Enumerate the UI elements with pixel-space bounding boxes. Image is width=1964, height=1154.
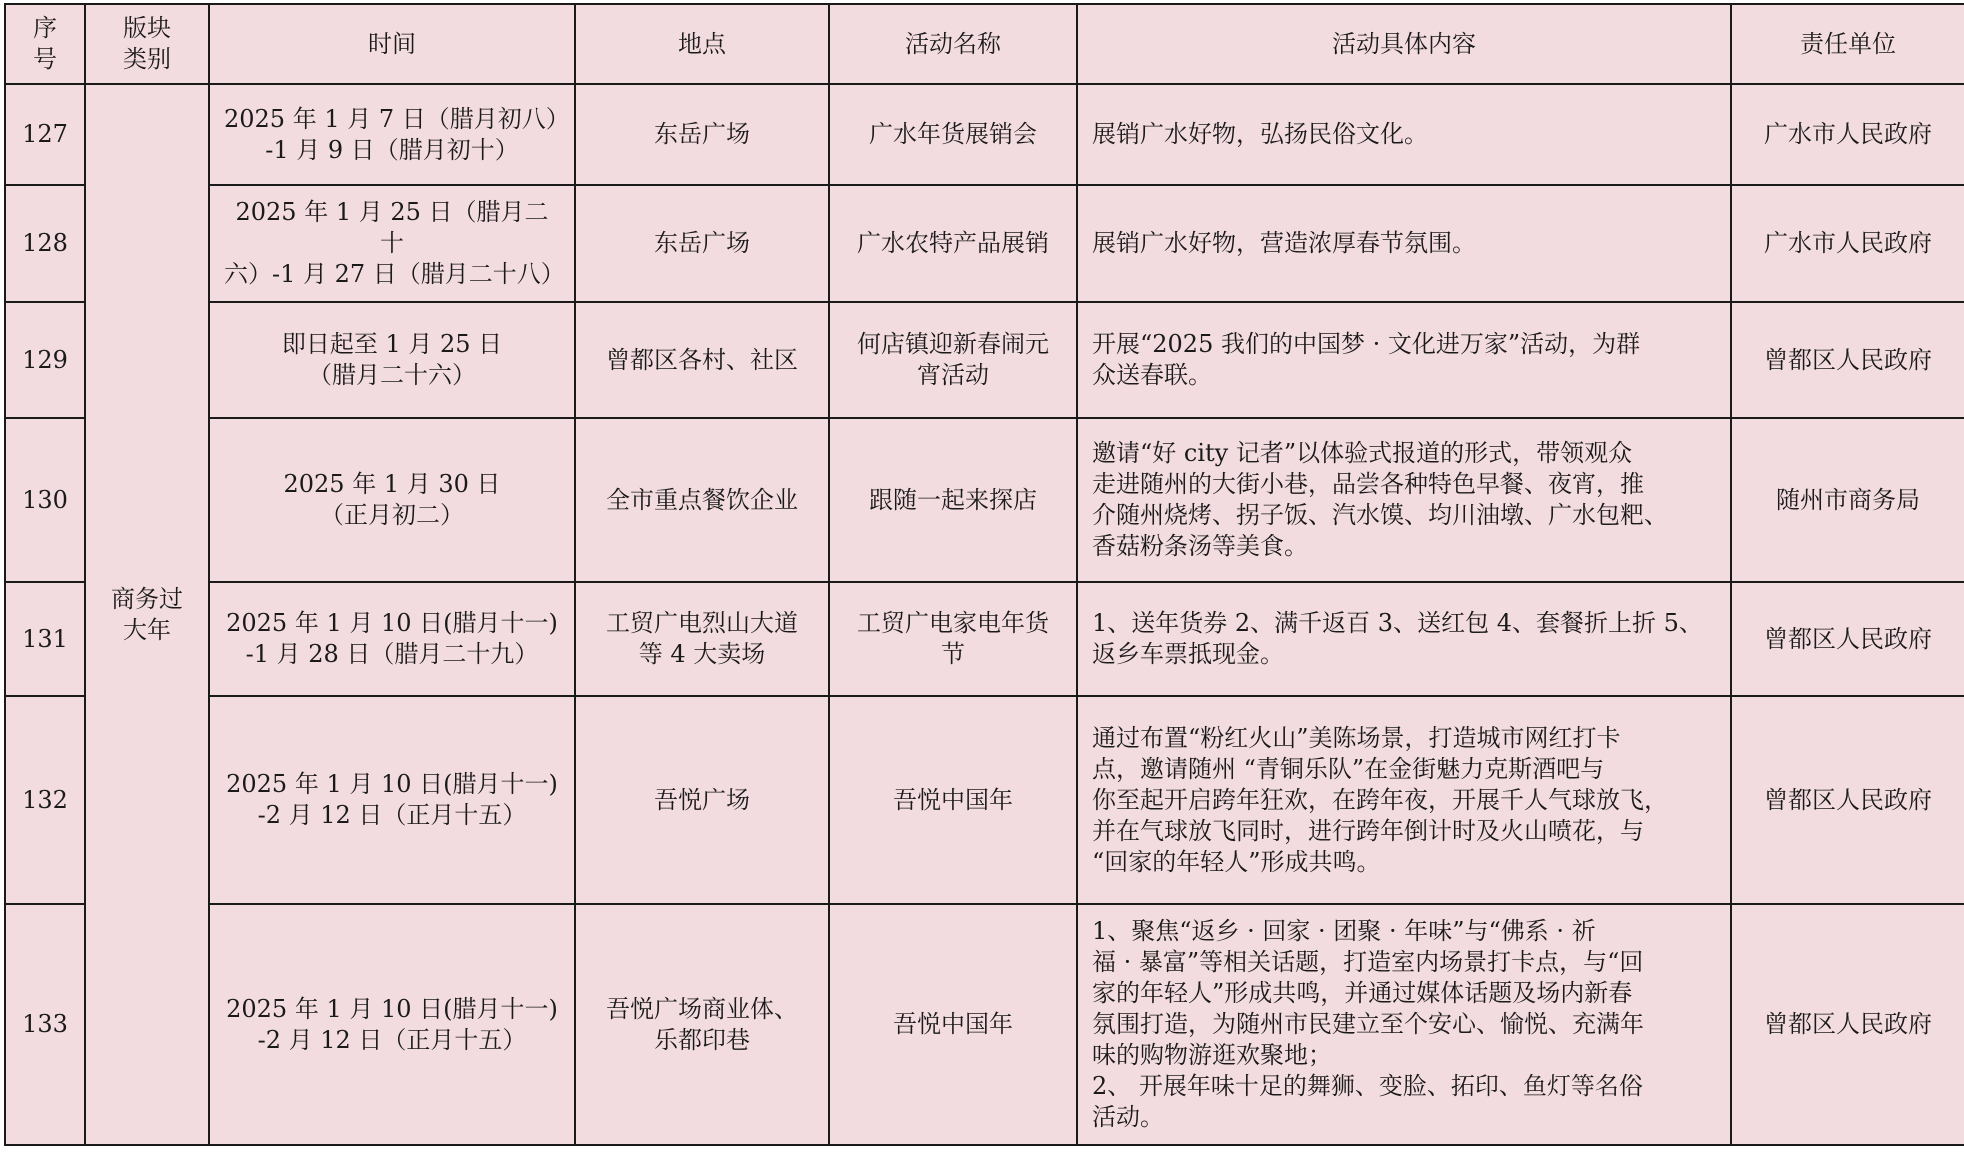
text-line: 全市重点餐饮企业 bbox=[606, 485, 798, 514]
time-cell bbox=[209, 696, 575, 904]
text-line: （腊月二十六） bbox=[308, 361, 476, 389]
text-line: 2025 年 1 月 30 日 bbox=[283, 470, 501, 498]
text-line: 通过布置“粉红火山”美陈场景，打造城市网红打卡 bbox=[1092, 723, 1621, 752]
text-line: 2025 年 1 月 7 日（腊月初八） bbox=[224, 104, 570, 133]
place-cell bbox=[575, 84, 829, 185]
time-cell bbox=[209, 302, 575, 418]
text-line: 大年 bbox=[123, 615, 171, 644]
place-cell bbox=[575, 582, 829, 696]
responsible-unit-cell: 曾都区人民政府 bbox=[1731, 302, 1964, 418]
text-line: 开展“2025 我们的中国梦 · 文化进万家”活动，为群 bbox=[1092, 330, 1641, 358]
time-cell bbox=[209, 418, 575, 582]
header-place: 地点 bbox=[575, 4, 829, 84]
text-line: 广水年货展销会 bbox=[869, 120, 1037, 148]
text-line: 乐都印巷 bbox=[654, 1025, 750, 1054]
place-cell bbox=[575, 904, 829, 1145]
time-cell bbox=[209, 84, 575, 185]
header-responsible-unit: 责任单位 bbox=[1731, 4, 1964, 84]
text-line: 吾悦广场 bbox=[654, 785, 750, 814]
activity-name-cell bbox=[829, 302, 1077, 418]
text-line: 1、送年货券 2、满千返百 3、送红包 4、套餐折上折 5、 bbox=[1092, 609, 1703, 637]
text-line: 1、聚焦“返乡 · 回家 · 团聚 · 年味”与“佛系 · 祈 bbox=[1092, 917, 1596, 945]
header-row bbox=[5, 4, 1964, 84]
table-row bbox=[5, 418, 1964, 582]
table-header bbox=[5, 4, 1964, 84]
row-number: 131 bbox=[5, 582, 85, 696]
text-line: 味的购物游逛欢聚地； bbox=[1092, 1041, 1332, 1069]
table-row bbox=[5, 904, 1964, 1145]
text-line: 2、 开展年味十足的舞狮、变脸、拓印、鱼灯等名俗 bbox=[1092, 1072, 1643, 1100]
table-row bbox=[5, 185, 1964, 302]
table-row bbox=[5, 696, 1964, 904]
header-time: 时间 bbox=[209, 4, 575, 84]
text-line: 走进随州的大街小巷，品尝各种特色早餐、夜宵，推 bbox=[1092, 470, 1644, 498]
activity-content-cell bbox=[1077, 904, 1731, 1145]
activity-content-cell bbox=[1077, 582, 1731, 696]
text-line: 吾悦中国年 bbox=[893, 785, 1013, 814]
table-row bbox=[5, 582, 1964, 696]
activity-content-cell bbox=[1077, 84, 1731, 185]
text-line: 即日起至 1 月 25 日 bbox=[281, 330, 503, 358]
text-line: 号 bbox=[33, 45, 57, 73]
responsible-unit-cell: 随州市商务局 bbox=[1731, 418, 1964, 582]
text-line: 六）-1 月 27 日（腊月二十八） bbox=[224, 260, 565, 288]
responsible-unit-cell: 曾都区人民政府 bbox=[1731, 696, 1964, 904]
text-line: 类别 bbox=[123, 45, 171, 73]
text-line: 跟随一起来探店 bbox=[869, 485, 1037, 514]
text-line: 宵活动 bbox=[917, 361, 989, 389]
activity-name-cell bbox=[829, 84, 1077, 185]
text-line: 点，邀请随州 “青铜乐队”在金街魅力克斯酒吧与 bbox=[1092, 754, 1605, 783]
table-row bbox=[5, 84, 1964, 185]
text-line: 2025 年 1 月 10 日(腊月十一) bbox=[226, 770, 558, 798]
text-line: -2 月 12 日（正月十五） bbox=[257, 801, 527, 829]
place-cell bbox=[575, 418, 829, 582]
header-seq bbox=[5, 4, 85, 84]
row-number: 130 bbox=[5, 418, 85, 582]
text-line: （正月初二） bbox=[320, 501, 464, 529]
text-line: 序 bbox=[33, 14, 57, 42]
text-line: 家的年轻人”形成共鸣，并通过媒体话题及场内新春 bbox=[1092, 979, 1633, 1007]
time-cell bbox=[209, 185, 575, 302]
activity-content-cell bbox=[1077, 696, 1731, 904]
text-line: 2025 年 1 月 10 日(腊月十一) bbox=[226, 609, 558, 637]
text-line: 广水农特产品展销 bbox=[857, 229, 1049, 257]
text-line: 活动。 bbox=[1092, 1103, 1164, 1131]
text-line: 邀请“好 city 记者”以体验式报道的形式，带领观众 bbox=[1092, 439, 1633, 467]
text-line: 介随州烧烤、拐子饭、汽水馍、均川油墩、广水包粑、 bbox=[1092, 501, 1668, 529]
activity-name-cell bbox=[829, 418, 1077, 582]
category-cell bbox=[85, 84, 209, 1145]
text-line: 节 bbox=[941, 640, 965, 668]
text-line: 东岳广场 bbox=[654, 120, 750, 148]
text-line: 工贸广电家电年货 bbox=[857, 609, 1049, 637]
place-cell bbox=[575, 185, 829, 302]
row-number: 128 bbox=[5, 185, 85, 302]
activity-name-cell bbox=[829, 582, 1077, 696]
text-line: 商务过 bbox=[111, 584, 183, 613]
text-line: 2025 年 1 月 25 日（腊月二十 bbox=[235, 198, 549, 257]
responsible-unit-cell: 广水市人民政府 bbox=[1731, 185, 1964, 302]
text-line: 展销广水好物，营造浓厚春节氛围。 bbox=[1092, 229, 1476, 257]
text-line: 吾悦广场商业体、 bbox=[606, 994, 798, 1023]
text-line: 众送春联。 bbox=[1092, 361, 1212, 389]
text-line: 返乡车票抵现金。 bbox=[1092, 640, 1284, 668]
header-activity-content: 活动具体内容 bbox=[1077, 4, 1731, 84]
text-line: -2 月 12 日（正月十五） bbox=[257, 1025, 527, 1054]
text-line: 曾都区各村、社区 bbox=[606, 345, 798, 374]
header-activity-name: 活动名称 bbox=[829, 4, 1077, 84]
row-number: 127 bbox=[5, 84, 85, 185]
text-line: 东岳广场 bbox=[654, 229, 750, 257]
time-cell bbox=[209, 904, 575, 1145]
time-cell bbox=[209, 582, 575, 696]
text-line: 展销广水好物，弘扬民俗文化。 bbox=[1092, 120, 1428, 148]
responsible-unit-cell: 曾都区人民政府 bbox=[1731, 904, 1964, 1145]
text-line: 2025 年 1 月 10 日(腊月十一) bbox=[226, 994, 558, 1023]
activity-name-cell bbox=[829, 185, 1077, 302]
text-line: 氛围打造，为随州市民建立至个安心、愉悦、充满年 bbox=[1092, 1010, 1644, 1038]
activity-content-cell bbox=[1077, 418, 1731, 582]
text-line: 并在气球放飞同时，进行跨年倒计时及火山喷花，与 bbox=[1092, 816, 1644, 845]
row-number: 132 bbox=[5, 696, 85, 904]
text-line: 何店镇迎新春闹元 bbox=[857, 330, 1049, 358]
table-row bbox=[5, 302, 1964, 418]
activity-content-cell bbox=[1077, 302, 1731, 418]
text-line: 吾悦中国年 bbox=[893, 1010, 1013, 1038]
text-line: 等 4 大卖场 bbox=[638, 640, 766, 668]
activity-name-cell bbox=[829, 904, 1077, 1145]
text-line: “回家的年轻人”形成共鸣。 bbox=[1092, 847, 1381, 876]
text-line: 工贸广电烈山大道 bbox=[606, 609, 798, 637]
text-line: 福 · 暴富”等相关话题，打造室内场景打卡点，与“回 bbox=[1092, 948, 1644, 976]
responsible-unit-cell: 广水市人民政府 bbox=[1731, 84, 1964, 185]
place-cell bbox=[575, 302, 829, 418]
text-line: 香菇粉条汤等美食。 bbox=[1092, 532, 1308, 560]
text-line: 你至起开启跨年狂欢，在跨年夜，开展千人气球放飞， bbox=[1092, 785, 1668, 814]
header-category bbox=[85, 4, 209, 84]
text-line: -1 月 28 日（腊月二十九） bbox=[245, 640, 539, 668]
responsible-unit-cell: 曾都区人民政府 bbox=[1731, 582, 1964, 696]
activity-content-cell bbox=[1077, 185, 1731, 302]
table-body bbox=[5, 84, 1964, 1145]
row-number: 129 bbox=[5, 302, 85, 418]
text-line: 版块 bbox=[123, 14, 171, 42]
activity-table bbox=[4, 3, 1964, 1146]
place-cell bbox=[575, 696, 829, 904]
text-line: -1 月 9 日（腊月初十） bbox=[265, 135, 519, 164]
row-number: 133 bbox=[5, 904, 85, 1145]
activity-name-cell bbox=[829, 696, 1077, 904]
